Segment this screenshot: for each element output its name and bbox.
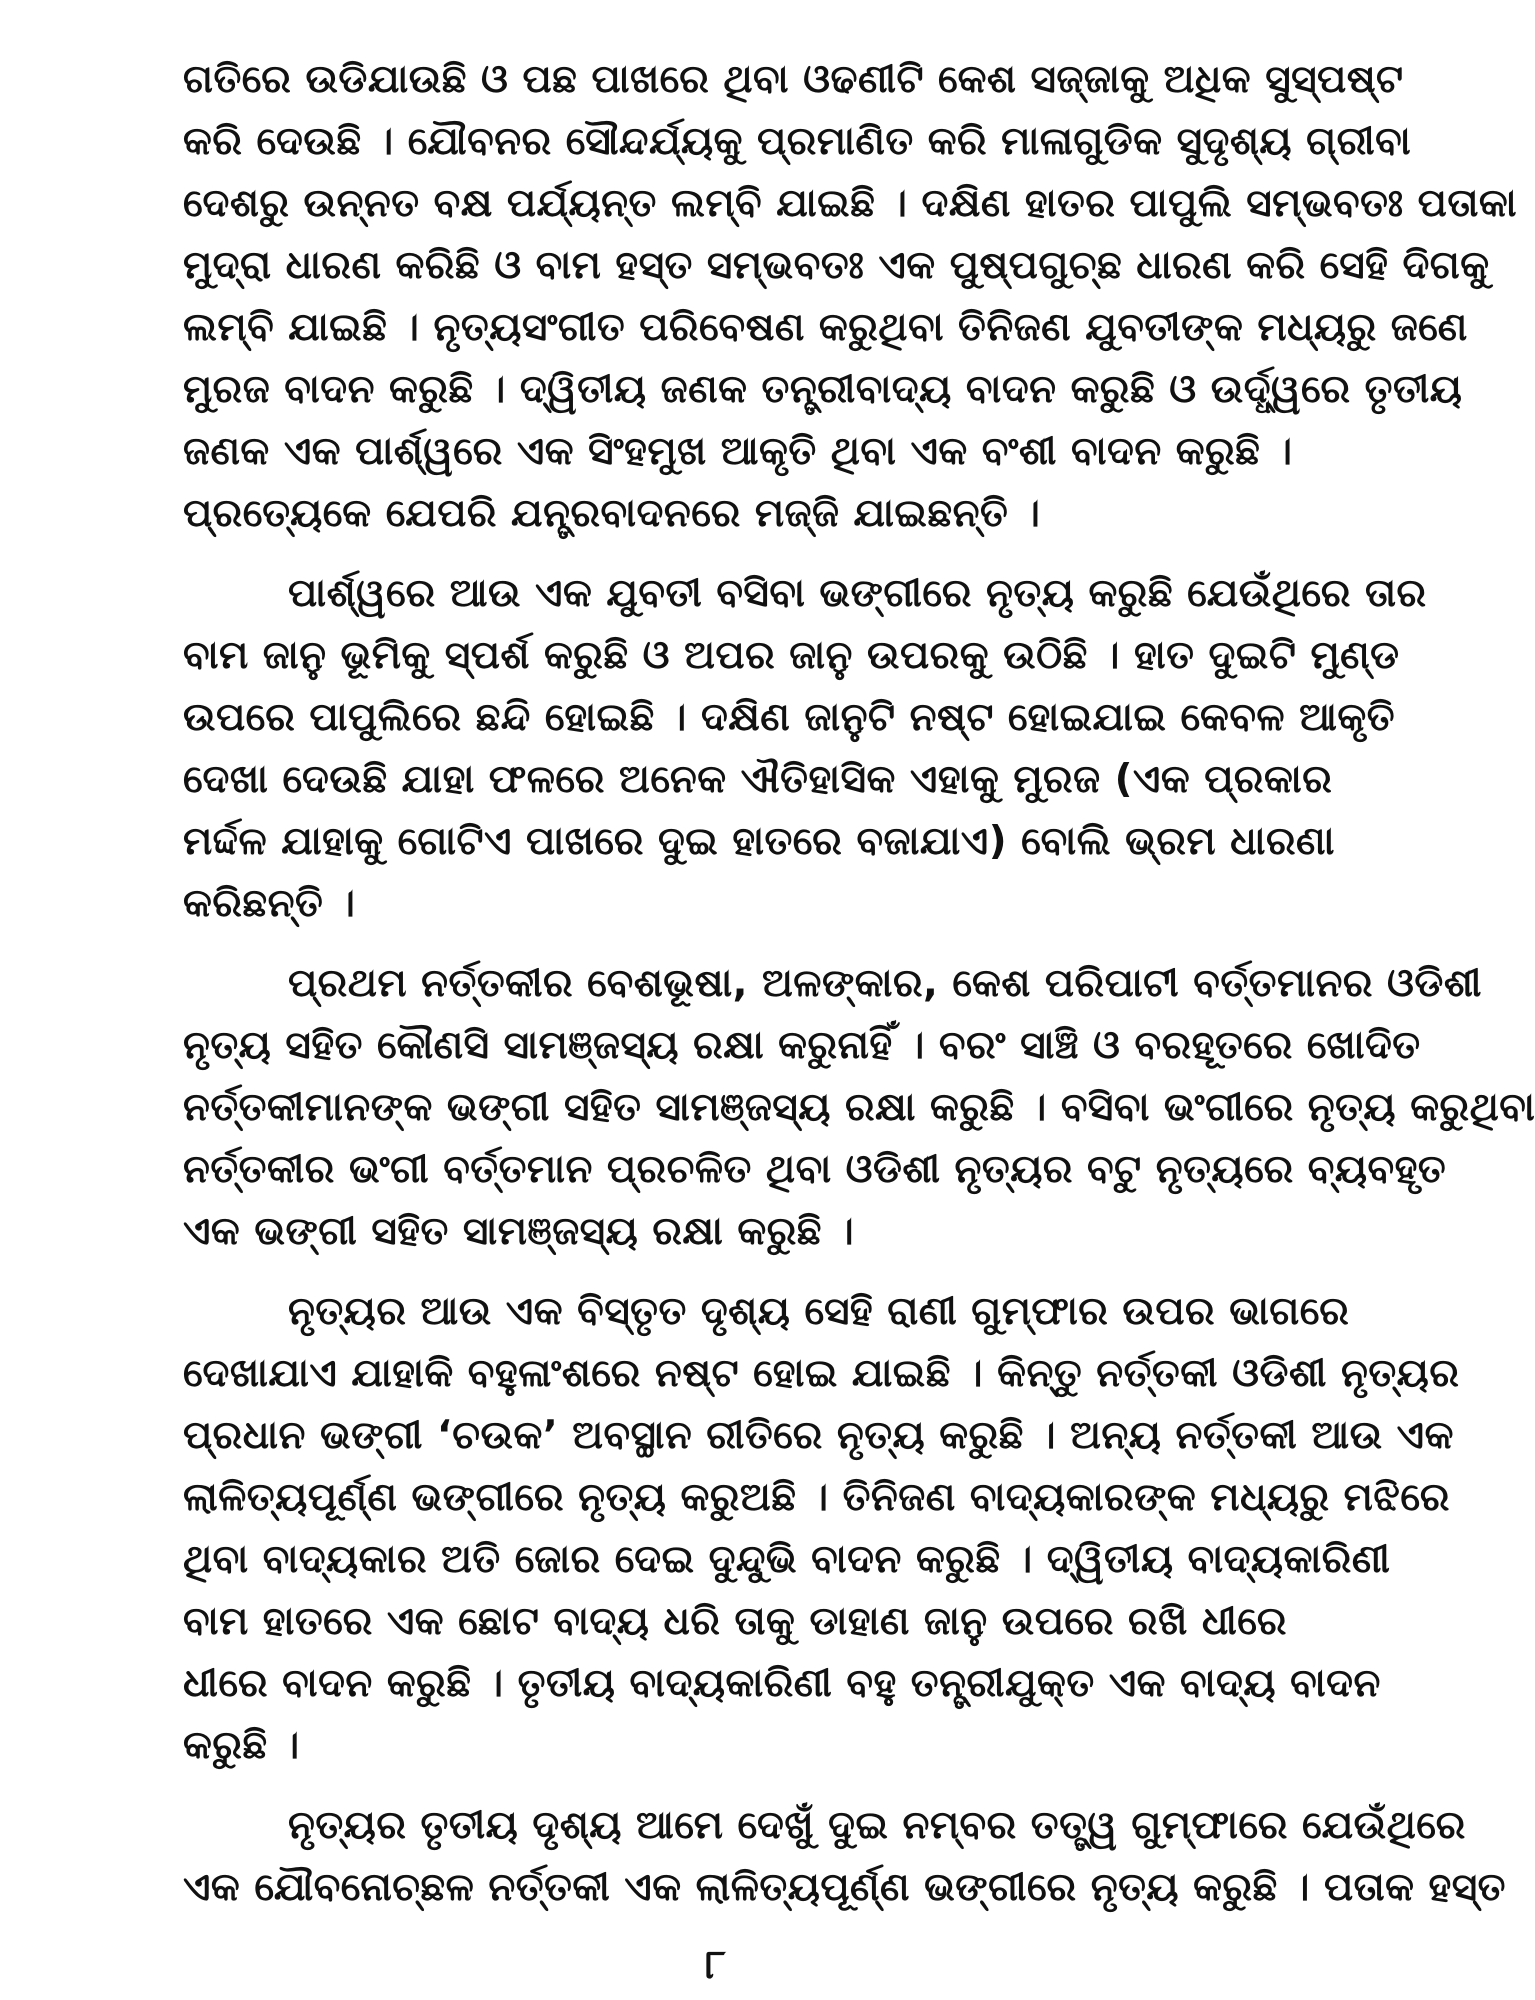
text-line: ନୃତ୍ୟର ଆଉ ଏକ ବିସ୍ତୃତ ଦୃଶ୍ୟ ସେହି ରାଣୀ ଗୁମ୍ଫାର ଉପର ଭାଗରେ <box>288 1289 1350 1334</box>
text-line: କରିଛନ୍ତି । <box>183 881 356 926</box>
text-line: କରୁଛି । <box>183 1723 300 1768</box>
text-line: ଉପରେ ପାପୁଲିରେ ଛନ୍ଦି ହୋଇଛି । ଦକ୍ଷିଣ ଜାନୁଟି ନଷ୍ଟ ହୋଇଯାଇ କେବଳ ଆକୃତି <box>183 695 1396 740</box>
text-line: ଦେଖା ଦେଉଛି ଯାହା ଫଳରେ ଅନେକ ଐତିହାସିକ ଏହାକୁ ମୁରଜ (ଏକ ପ୍ରକାର <box>183 757 1333 802</box>
text-line: ନର୍ତ୍ତକୀର ଭଂଗୀ ବର୍ତ୍ତମାନ ପ୍ରଚଳିତ ଥିବା ଓଡିଶୀ ନୃତ୍ୟର ବଟୁ ନୃତ୍ୟରେ ବ୍ୟବହୃତ <box>183 1147 1447 1192</box>
text-line: ମର୍ଦ୍ଦଳ ଯାହାକୁ ଗୋଟିଏ ପାଖରେ ଦୁଇ ହାତରେ ବଜାଯାଏ) ବୋଲି ଭ୍ରମ ଧାରଣା <box>183 819 1335 864</box>
text-line: ଏକ ଭଙ୍ଗୀ ସହିତ ସାମଞ୍ଜସ୍ୟ ରକ୍ଷା କରୁଛି । <box>183 1209 855 1254</box>
text-line: ଥିବା ବାଦ୍ୟକାର ଅତି ଜୋର ଦେଇ ଦୁନ୍ଦୁଭି ବାଦନ କରୁଛି । ଦ୍ୱିତୀୟ ବାଦ୍ୟକାରିଣୀ <box>183 1537 1391 1582</box>
text-line: ଏକ ଯୌବନୋଚ୍ଛଳ ନର୍ତ୍ତକୀ ଏକ ଲାଳିତ୍ୟପୂର୍ଣ୍ଣ ଭଙ୍ଗୀରେ ନୃତ୍ୟ କରୁଛି । ପତାକ ହସ୍ତ <box>183 1865 1506 1910</box>
text-line: ନୃତ୍ୟର ତୃତୀୟ ଦୃଶ୍ୟ ଆମେ ଦେଖୁଁ ଦୁଇ ନମ୍ବର ତତ୍ତ୍ୱ ଗୁମ୍ଫାରେ ଯେଉଁଥିରେ <box>288 1803 1466 1848</box>
text-line: ମୁରଜ ବାଦନ କରୁଛି । ଦ୍ୱିତୀୟ ଜଣକ ତନ୍ତ୍ରୀବାଦ୍ୟ ବାଦନ କରୁଛି ଓ ଉର୍ଦ୍ଧ୍ୱରେ ତୃତୀୟ <box>183 367 1463 412</box>
text-line: ମୁଦ୍ରା ଧାରଣ କରିଛି ଓ ବାମ ହସ୍ତ ସମ୍ଭବତଃ ଏକ ପୁଷ୍ପଗୁଚ୍ଛ ଧାରଣ କରି ସେହି ଦିଗକୁ <box>183 243 1490 288</box>
text-line: ପାର୍ଶ୍ୱରେ ଆଉ ଏକ ଯୁବତୀ ବସିବା ଭଙ୍ଗୀରେ ନୃତ୍ୟ କରୁଛି ଯେଉଁଥିରେ ତାର <box>288 571 1427 616</box>
text-line: ନର୍ତ୍ତକୀମାନଙ୍କ ଭଙ୍ଗୀ ସହିତ ସାମଞ୍ଜସ୍ୟ ରକ୍ଷା କରୁଛି । ବସିବା ଭଂଗୀରେ ନୃତ୍ୟ କରୁଥିବା <box>183 1085 1535 1130</box>
text-line: ବାମ ହାତରେ ଏକ ଛୋଟ ବାଦ୍ୟ ଧରି ତାକୁ ଡାହାଣ ଜାନୁ ଉପରେ ରଖି ଧୀରେ <box>183 1599 1287 1644</box>
page-number: ୮ <box>705 1942 726 1988</box>
text-line: ଜଣକ ଏକ ପାର୍ଶ୍ୱରେ ଏକ ସିଂହମୁଖ ଆକୃତି ଥିବା ଏକ ବଂଶୀ ବାଦନ କରୁଛି । <box>183 429 1293 474</box>
text-line: ବାମ ଜାନୁ ଭୂମିକୁ ସ୍ପର୍ଶ କରୁଛି ଓ ଅପର ଜାନୁ ଉପରକୁ ଉଠିଛି । ହାତ ଦୁଇଟି ମୁଣ୍ଡ <box>183 633 1400 678</box>
text-line: ଗତିରେ ଉଡିଯାଉଛି ଓ ପଛ ପାଖରେ ଥିବା ଓଢଣୀଟି କେଶ ସଜ୍ଜାକୁ ଅଧିକ ସୁସ୍ପଷ୍ଟ <box>183 57 1404 102</box>
text-line: ଧୀରେ ବାଦନ କରୁଛି । ତୃତୀୟ ବାଦ୍ୟକାରିଣୀ ବହୁ ତନ୍ତ୍ରୀଯୁକ୍ତ ଏକ ବାଦ୍ୟ ବାଦନ <box>183 1661 1381 1706</box>
text-line: ପ୍ରତ୍ୟେକେ ଯେପରି ଯନ୍ତ୍ରବାଦନରେ ମଜ୍ଜି ଯାଇଛନ୍ତି । <box>183 491 1041 536</box>
text-line: ପ୍ରଧାନ ଭଙ୍ଗୀ ‘ଚଉକ’ ଅବସ୍ଥାନ ରୀତିରେ ନୃତ୍ୟ କରୁଛି । ଅନ୍ୟ ନର୍ତ୍ତକୀ ଆଉ ଏକ <box>183 1413 1454 1458</box>
text-line: ଦେଶରୁ ଉନ୍ନତ ବକ୍ଷ ପର୍ଯ୍ୟନ୍ତ ଲମ୍ବି ଯାଇଛି । ଦକ୍ଷିଣ ହାତର ପାପୁଲି ସମ୍ଭବତଃ ପତାକା <box>183 181 1518 226</box>
text-line: ନୃତ୍ୟ ସହିତ କୌଣସି ସାମଞ୍ଜସ୍ୟ ରକ୍ଷା କରୁନାହିଁ । ବରଂ ସାଞ୍ଚି ଓ ବରହୂତରେ ଖୋଦିତ <box>183 1023 1421 1068</box>
text-line: ଲମ୍ବି ଯାଇଛି । ନୃତ୍ୟସଂଗୀତ ପରିବେଷଣ କରୁଥିବା ତିନିଜଣ ଯୁବତୀଙ୍କ ମଧ୍ୟରୁ ଜଣେ <box>183 305 1468 350</box>
text-line: କରି ଦେଉଛି । ଯୌବନର ସୌନ୍ଦର୍ଯ୍ୟକୁ ପ୍ରମାଣିତ କରି ମାଳାଗୁଡିକ ସୁଦୃଶ୍ୟ ଗ୍ରୀବା <box>183 119 1412 164</box>
text-line: ଦେଖାଯାଏ ଯାହାକି ବହୁଳାଂଶରେ ନଷ୍ଟ ହୋଇ ଯାଇଛି । କିନ୍ତୁ ନର୍ତ୍ତକୀ ଓଡିଶୀ ନୃତ୍ୟର <box>183 1351 1460 1396</box>
text-line: ଲାଳିତ୍ୟପୂର୍ଣ୍ଣ ଭଙ୍ଗୀରେ ନୃତ୍ୟ କରୁଅଛି । ତିନିଜଣ ବାଦ୍ୟକାରଙ୍କ ମଧ୍ୟରୁ ମଝିରେ <box>183 1475 1450 1520</box>
text-line: ପ୍ରଥମ ନର୍ତ୍ତକୀର ବେଶଭୂଷା, ଅଳଙ୍କାର, କେଶ ପରିପାଟୀ ବର୍ତ୍ତମାନର ଓଡିଶୀ <box>288 961 1482 1006</box>
